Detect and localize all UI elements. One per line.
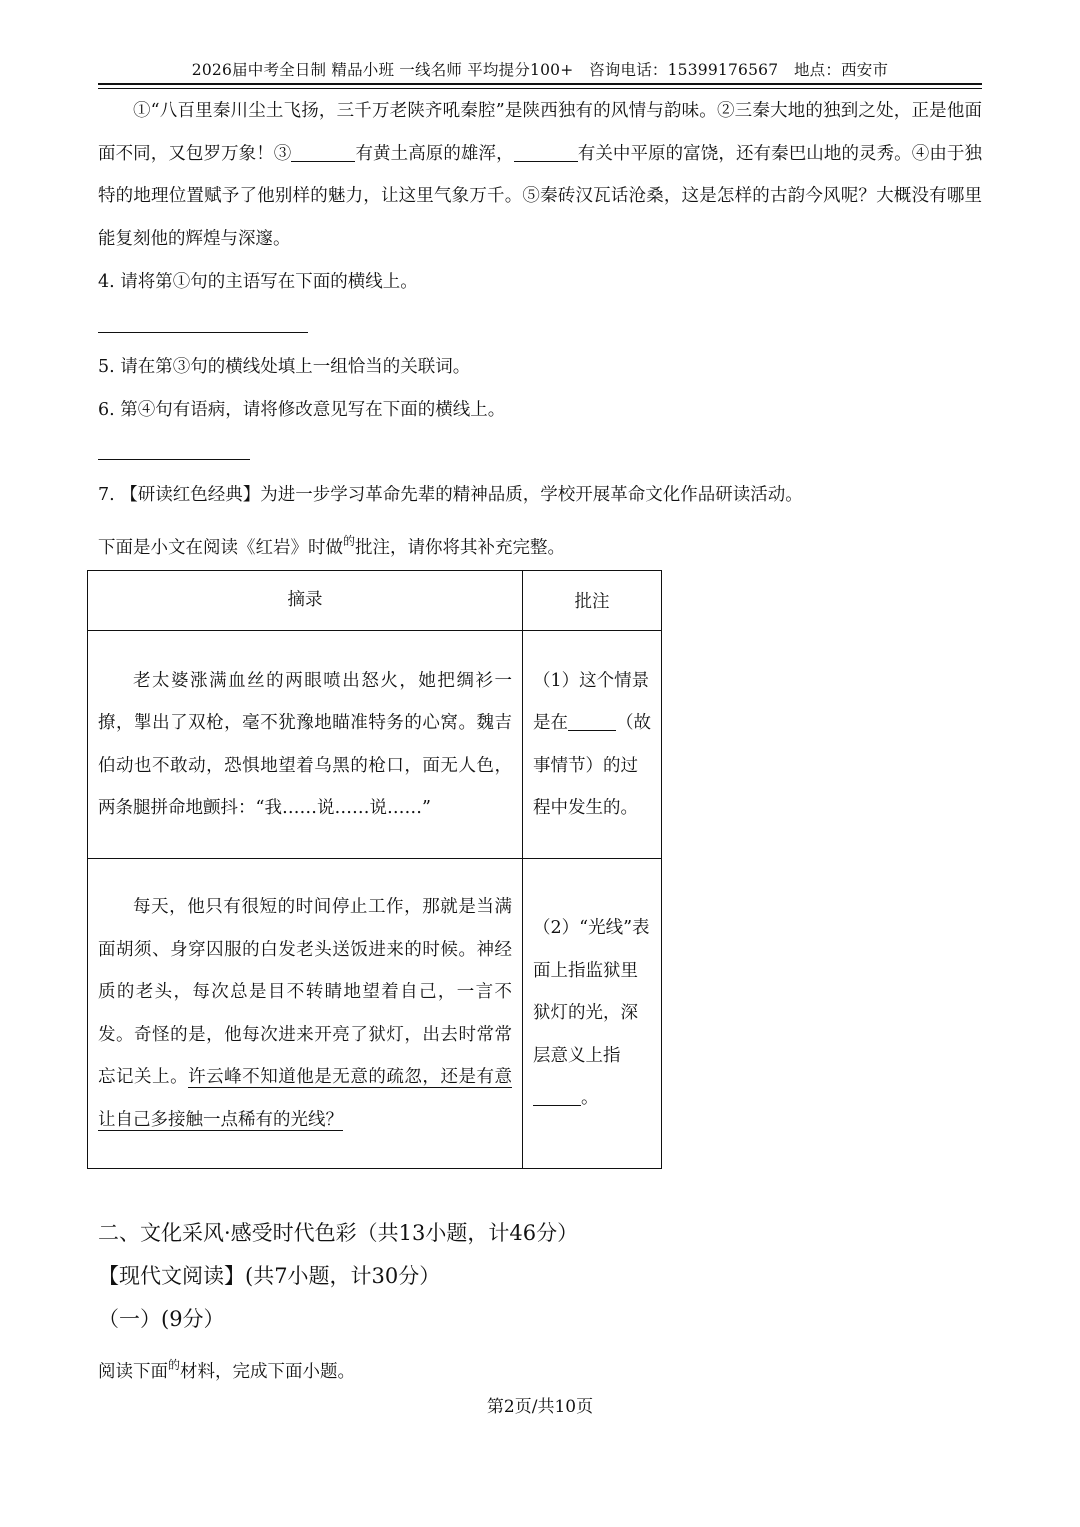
table-row-2-note: （2）“光线”表面上指监狱里狱灯的光，深层意义上指。 — [523, 859, 662, 1169]
table-row-1-excerpt: 老太婆涨满血丝的两眼喷出怒火，她把绸衫一撩，掣出了双枪，毫不犹豫地瞄准特务的心窝。魏吉伯动也不敢动，恐惧地望着乌黑的枪口，面无人色，两条腿拼命地颤抖：“我……说……说……” — [88, 631, 523, 859]
fill-blank-1 — [291, 141, 355, 162]
fill-blank-2 — [514, 141, 578, 162]
question-4: 4. 请将第①句的主语写在下面的横线上。 — [98, 272, 418, 292]
answer-line-4 — [98, 332, 308, 333]
question-7-intro: 下面是小文在阅读《红岩》时做$^的$批注，请你将其补充完整。 — [98, 534, 566, 558]
part-title: （一）(9分） — [98, 1307, 225, 1331]
reading-instruction: 阅读下面$^的$材料，完成下面小题。 — [98, 1358, 356, 1382]
note-blank-2 — [533, 1085, 581, 1106]
answer-line-6 — [98, 459, 250, 460]
table-header-note: 批注 — [523, 571, 662, 631]
table-header-excerpt: 摘录 — [88, 571, 523, 631]
table-row-2-excerpt: 每天，他只有很短的时间停止工作，那就是当满面胡须、身穿囚服的白发老头送饭进来的时候。神经质的老头，每次总是目不转睛地望着自己，一言不发。奇怪的是，他每次进来开亮了狱灯，出去时常常忘记关上。许云峰不知道他是无意的疏忽，还是有意让自己多接触一点稀有的光线？ — [88, 859, 523, 1169]
question-5: 5. 请在第③句的横线处填上一组恰当的关联词。 — [98, 357, 471, 377]
header-rule — [98, 83, 982, 85]
underlined-sentence: 许云峰不知道他是无意的疏忽，还是有意让自己多接触一点稀有的光线？ — [98, 1067, 513, 1130]
passage-part-2: 有黄土高原的雄浑， — [355, 143, 514, 164]
question-7: 7. 【研读红色经典】为进一步学习革命先辈的精神品质，学校开展革命文化作品研读活动。 — [98, 485, 803, 505]
annotation-table — [87, 570, 662, 1169]
page-header: 2026届中考全日制 精品小班 一线名师 平均提分100+ 咨询电话：15399176567 地点：西安市 — [191, 61, 889, 79]
question-6: 6. 第④句有语病，请将修改意见写在下面的横线上。 — [98, 400, 506, 420]
table-row-1-note: （1）这个情景是在 （故事情节）的过程中发生的。 — [523, 631, 662, 859]
note-blank-1 — [568, 710, 616, 731]
subsection-title: 【现代文阅读】(共7小题，计30分） — [98, 1264, 441, 1288]
reading-passage — [98, 90, 982, 260]
passage-part-1: ①“八百里秦川尘土飞扬，三千万老陕齐吼秦腔”是陕西独有的风情与韵味。②三秦大地的独到之处，正是他面面不同，又包罗万象！③ — [98, 101, 982, 164]
header-rule-thin — [98, 88, 982, 89]
section-title: 二、文化采风·感受时代色彩（共13小题，计46分） — [98, 1221, 579, 1245]
page-footer: 第2页/共10页 — [486, 1397, 594, 1417]
passage-part-3: 有关中平原的富饶，还有秦巴山地的灵秀。④由于独特的地理位置赋予了他别样的魅力，让这里气象万千。⑤秦砖汉瓦话沧桑，这是怎样的古韵今风呢？大概没有哪里能复刻他的辉煌与深邃。 — [98, 143, 982, 249]
